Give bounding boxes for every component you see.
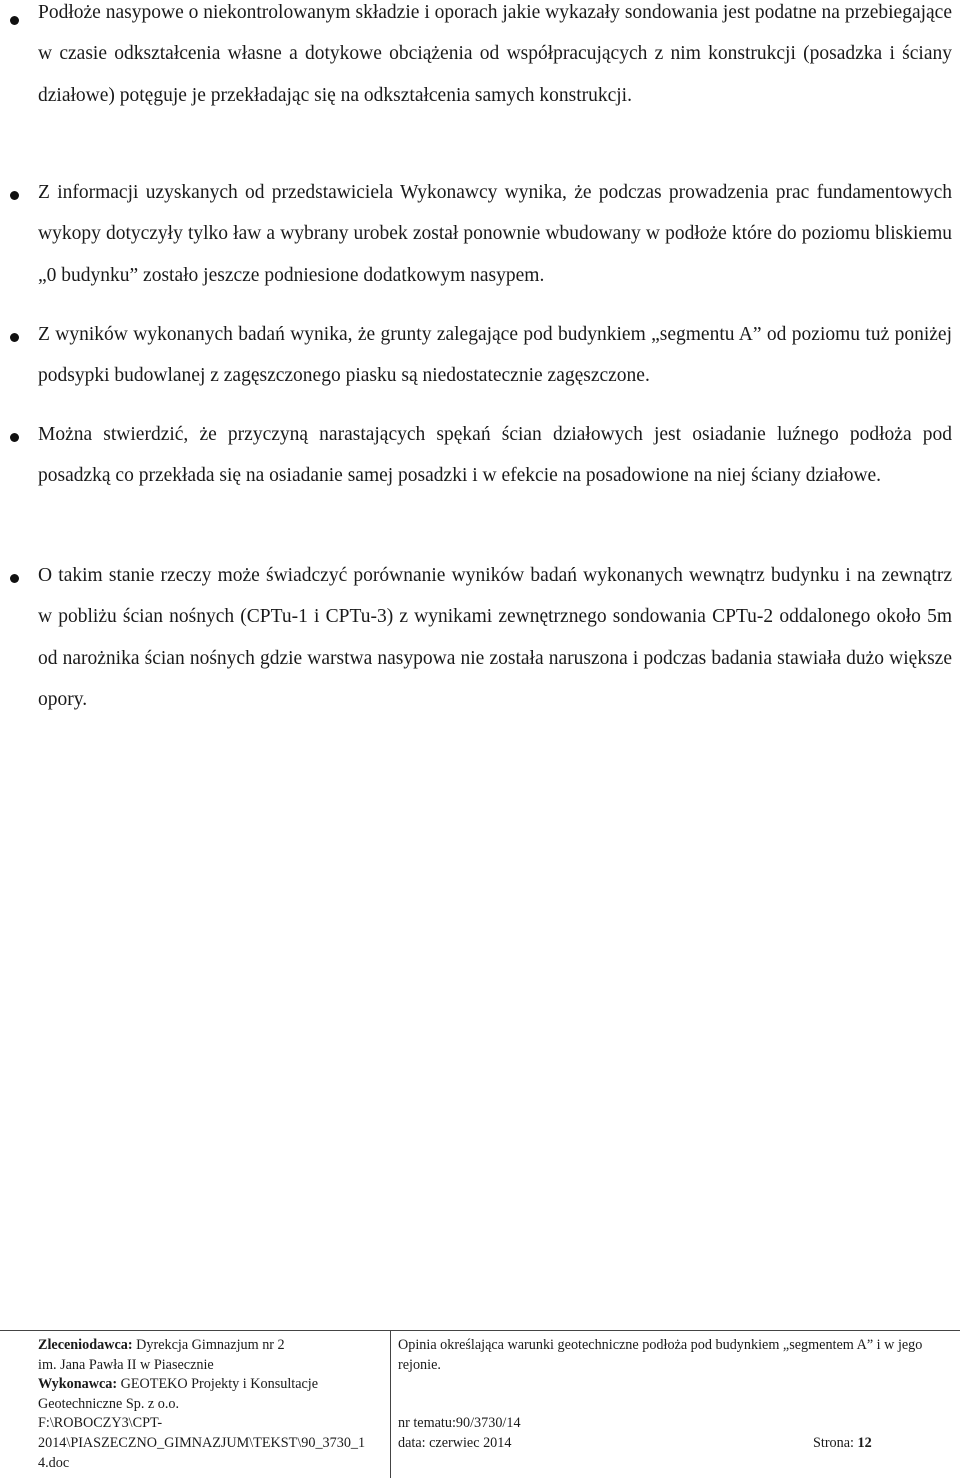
file-path-line-3: 4.doc xyxy=(38,1454,70,1471)
bullet-text: Z wyników wykonanych badań wynika, że grunty zalegające pod budynkiem „segmentu A” od poziomu tuż poniżej podsypki budowlanej z zagęszczonego piasku są niedostatecznie zagęszczone. xyxy=(38,324,952,387)
page-label: Strona: xyxy=(813,1435,858,1451)
client-label: Zleceniodawca: xyxy=(38,1337,133,1353)
footer-divider xyxy=(0,1330,960,1331)
footer-column-divider xyxy=(390,1331,391,1478)
footer-left-column xyxy=(38,1336,383,1473)
bullet-text: Można stwierdzić, że przyczyną narastających spękań ścian działowych jest osiadanie luźnego podłoża pod posadzką co przekłada się na osiadanie samej posadzki i w efekcie na posadowione na niej ściany działowe. xyxy=(38,424,952,487)
document-date: data: czerwiec 2014 xyxy=(398,1434,512,1451)
contractor-label: Wykonawca: xyxy=(38,1376,118,1393)
page-footer xyxy=(0,1322,960,1478)
bullet-dot-icon xyxy=(10,16,19,25)
bullet-text: Z informacji uzyskanych od przedstawiciela Wykonawcy wynika, że podczas prowadzenia prac fundamentowych wykopy dotyczyły tylko ław a wybrany urobek został ponownie wbudowany w podłoże które do poziomu bliskiemu „0 budynku” zostało jeszcze podniesione dodatkowym nasypem. xyxy=(38,182,952,286)
file-path-line-1: F:\ROBOCZY3\CPT- xyxy=(38,1415,163,1432)
page-number: 12 xyxy=(857,1435,872,1451)
contractor-line-2: Geotechniczne Sp. z o.o. xyxy=(38,1395,180,1412)
contractor-line xyxy=(38,1375,383,1395)
client-line xyxy=(38,1336,383,1356)
document-title: Opinia określająca warunki geotechniczne podłoża pod budynkiem „segmentem A” i w jego rejonie. xyxy=(398,1337,923,1373)
bullet-dot-icon xyxy=(10,333,19,342)
client-value: Dyrekcja Gimnazjum nr 2 xyxy=(132,1337,285,1353)
page-indicator xyxy=(813,1434,872,1454)
client-line-2: im. Jana Pawła II w Piasecznie xyxy=(38,1356,214,1373)
bullet-dot-icon xyxy=(10,574,19,583)
bullet-dot-icon xyxy=(10,191,19,200)
footer-right-column xyxy=(398,1336,954,1375)
bullet-text: O takim stanie rzeczy może świadczyć porównanie wyników badań wykonanych wewnątrz budynku i na zewnątrz w pobliżu ścian nośnych (CPTu-1 i CPTu-3) z wynikami zewnętrznego sondowania CPTu-2 oddalonego około 5m od narożnika ścian nośnych gdzie warstwa nasypowa nie została naruszona i podczas badania stawiała dużo większe opory. xyxy=(38,565,952,710)
file-path-line-2: 2014\PIASZECZNO_GIMNAZJUM\TEKST\90_3730_1 xyxy=(38,1434,366,1451)
contractor-value: GEOTEKO Projekty i Konsultacje xyxy=(117,1376,319,1393)
topic-number: nr tematu:90/3730/14 xyxy=(398,1415,521,1431)
bullet-dot-icon xyxy=(10,433,19,442)
bullet-text: Podłoże nasypowe o niekontrolowanym składzie i oporach jakie wykazały sondowania jest podatne na przebiegające w czasie odkształcenia własne a dotykowe obciążenia od współpracujących z nim konstrukcji (posadzka i ściany działowe) potęguje je przekładając się na odkształcenia samych konstrukcji. xyxy=(38,2,952,106)
